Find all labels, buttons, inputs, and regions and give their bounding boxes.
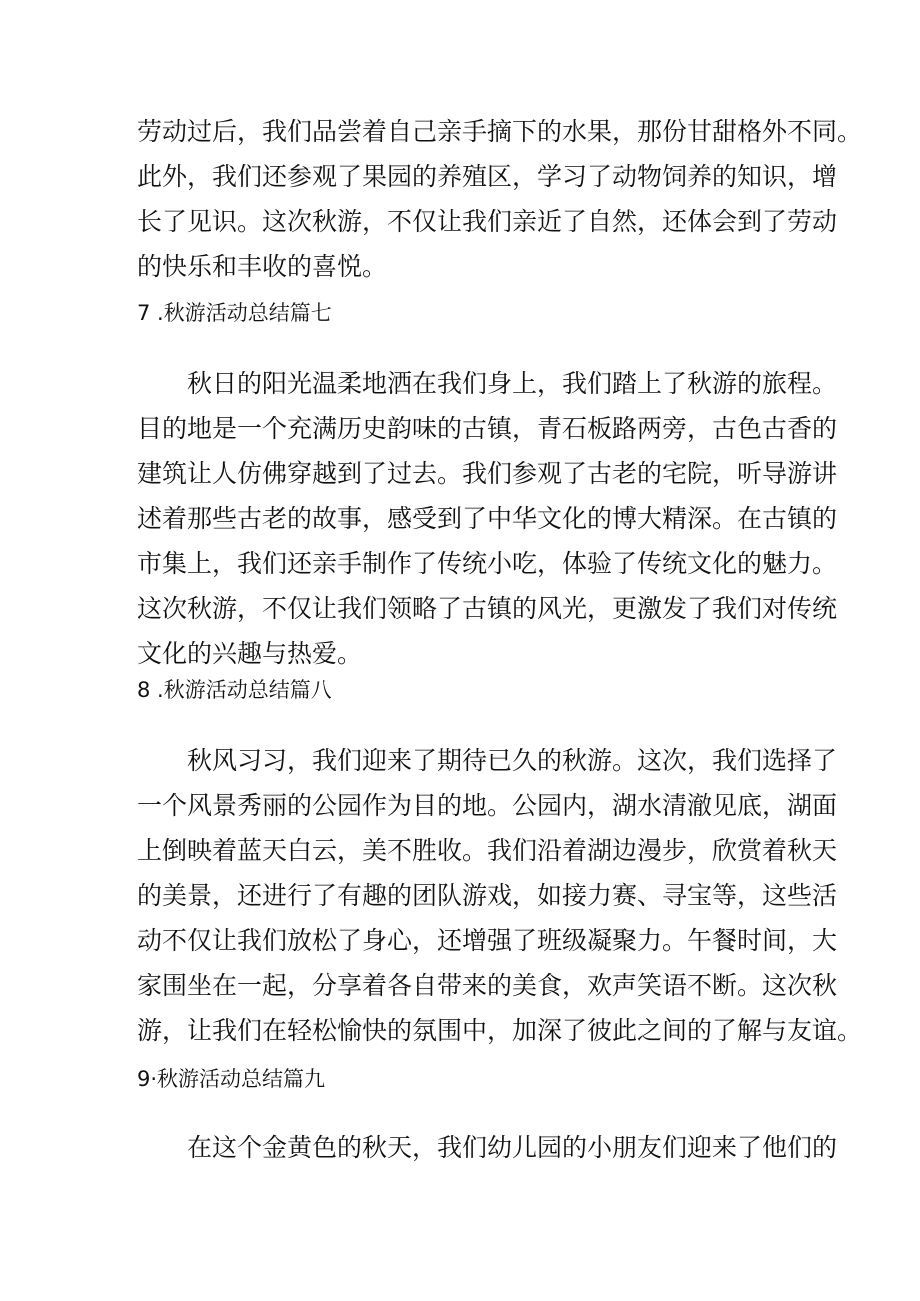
paragraph-line: 此外，我们还参观了果园的养殖区，学习了动物饲养的知识，增 bbox=[137, 162, 838, 191]
paragraph-line: 秋日的阳光温柔地洒在我们身上，我们踏上了秋游的旅程。 bbox=[187, 369, 838, 398]
paragraph-line: 述着那些古老的故事，感受到了中华文化的博大精深。在古镇的 bbox=[137, 504, 838, 533]
paragraph-line: 文化的兴趣与热爱。 bbox=[137, 639, 363, 668]
section-heading-9: 9·秋游活动总结篇九 bbox=[137, 1067, 326, 1091]
paragraph-line: 市集上，我们还亲手制作了传统小吃，体验了传统文化的魅力。 bbox=[137, 549, 838, 578]
paragraph-line: 的快乐和丰收的喜悦。 bbox=[137, 252, 388, 281]
paragraph-line: 劳动过后，我们品尝着自己亲手摘下的水果，那份甘甜格外不同。 bbox=[137, 117, 863, 146]
paragraph-line: 这次秋游，不仅让我们领略了古镇的风光，更激发了我们对传统 bbox=[137, 594, 838, 623]
paragraph-line: 目的地是一个充满历史韵味的古镇，青石板路两旁，古色古香的 bbox=[137, 414, 838, 443]
paragraph-line: 上倒映着蓝天白云，美不胜收。我们沿着湖边漫步，欣赏着秋天 bbox=[137, 836, 838, 865]
paragraph-line: 游，让我们在轻松愉快的氛围中，加深了彼此之间的了解与友谊。 bbox=[137, 1016, 863, 1045]
paragraph-line: 在这个金黄色的秋天，我们幼儿园的小朋友们迎来了他们的 bbox=[187, 1133, 838, 1162]
section-heading-8: 8 .秋游活动总结篇八 bbox=[137, 678, 332, 702]
paragraph-line: 动不仅让我们放松了身心，还增强了班级凝聚力。午餐时间，大 bbox=[137, 926, 838, 955]
paragraph-line: 秋风习习，我们迎来了期待已久的秋游。这次，我们选择了 bbox=[187, 746, 838, 775]
paragraph-line: 长了见识。这次秋游，不仅让我们亲近了自然，还体会到了劳动 bbox=[137, 207, 838, 236]
paragraph-line: 一个风景秀丽的公园作为目的地。公园内，湖水清澈见底，湖面 bbox=[137, 791, 838, 820]
paragraph-line: 建筑让人仿佛穿越到了过去。我们参观了古老的宅院，听导游讲 bbox=[137, 459, 838, 488]
paragraph-line: 的美景，还进行了有趣的团队游戏，如接力赛、寻宝等，这些活 bbox=[137, 881, 838, 910]
section-heading-7: 7 .秋游活动总结篇七 bbox=[137, 301, 332, 325]
paragraph-line: 家围坐在一起，分享着各自带来的美食，欢声笑语不断。这次秋 bbox=[137, 971, 838, 1000]
